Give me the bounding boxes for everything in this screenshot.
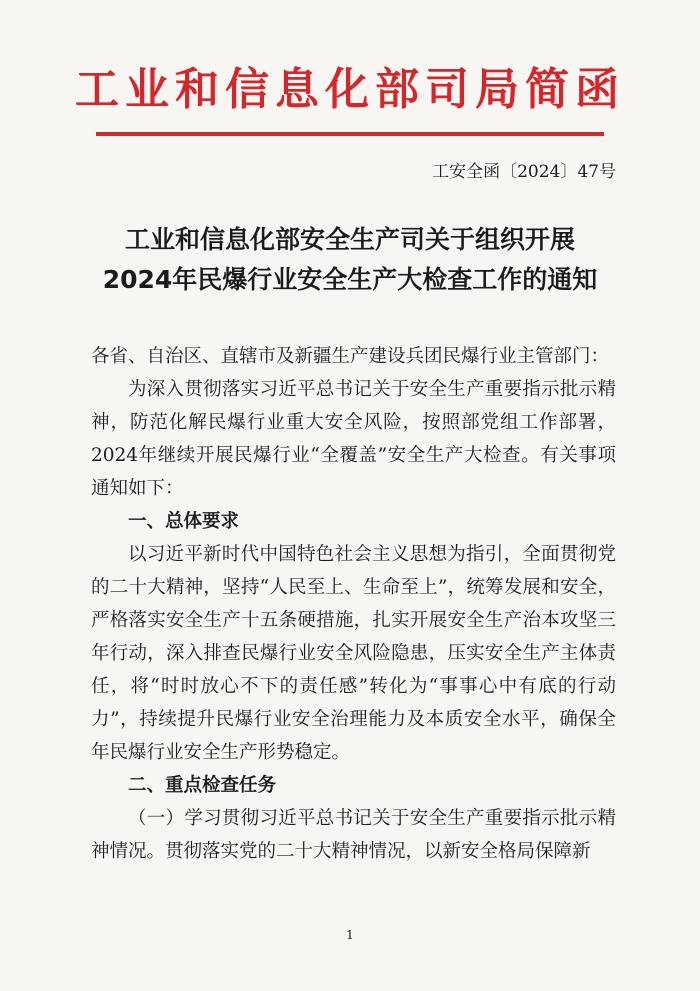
page-number: 1 — [346, 928, 354, 942]
title-line-2: 2024年民爆行业安全生产大检查工作的通知 — [102, 265, 598, 294]
section-1-heading: 一、总体要求 — [128, 511, 240, 532]
red-separator-line — [96, 132, 604, 136]
section-2-item-1: （一）学习贯彻习近平总书记关于安全生产重要指示批示精神情况。贯彻落实党的二十大精神情况，以新安全格局保障新 — [91, 808, 616, 862]
masthead-title: 工业和信息化部司局简函 — [75, 64, 625, 115]
title-line-1: 工业和信息化部安全生产司关于组织开展 — [124, 225, 575, 254]
intro-paragraph: 为深入贯彻落实习近平总书记关于安全生产重要指示批示精神，防范化解民爆行业重大安全风险，按照部党组工作部署，2024年继续开展民爆行业“全覆盖”安全生产大检查。有关事项通知如下： — [91, 379, 616, 499]
addressee: 各省、自治区、直辖市及新疆生产建设兵团民爆行业主管部门： — [91, 346, 610, 367]
notice-body — [91, 340, 616, 868]
section-2-heading: 二、重点检查任务 — [128, 775, 277, 796]
document-number: 工安全函〔2024〕47号 — [432, 162, 616, 182]
section-1-paragraph: 以习近平新时代中国特色社会主义思想为指引，全面贯彻党的二十大精神，坚持“人民至上、生命至上”，统筹发展和安全，严格落实安全生产十五条硬措施，扎实开展安全生产治本攻坚三年行动，深入排查民爆行业安全风险隐患，压实安全生产主体责任，将“时时放心不下的责任感”转化为“事事心中有底的行动力”，持续提升民爆行业安全治理能力及本质安全水平，确保全年民爆行业安全生产形势稳定。 — [91, 544, 616, 763]
notice-title — [40, 220, 660, 300]
